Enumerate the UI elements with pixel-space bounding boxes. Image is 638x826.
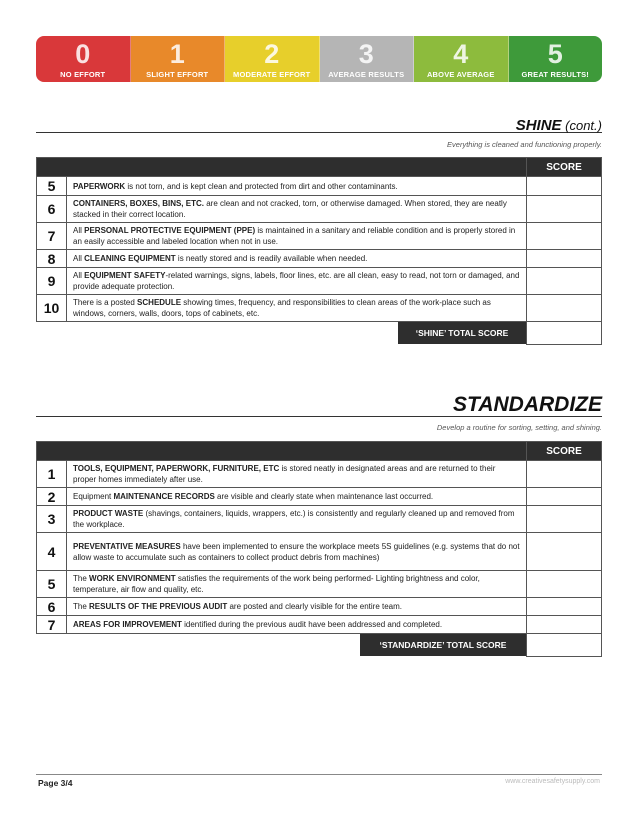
item-text: identified during the previous audit have been addressed and completed. bbox=[181, 620, 443, 629]
shine-total-row bbox=[37, 322, 602, 345]
table-row bbox=[37, 250, 602, 268]
item-keyword: MAINTENANCE RECORDS bbox=[113, 492, 215, 501]
item-keyword: TOOLS, EQUIPMENT, PAPERWORK, FURNITURE, ETC bbox=[73, 464, 280, 473]
item-description bbox=[67, 571, 527, 598]
item-keyword: CLEANING EQUIPMENT bbox=[84, 254, 176, 263]
item-description bbox=[67, 616, 527, 634]
item-text: is stored neatly in designated areas and are returned to their proper homes immediately after use. bbox=[73, 464, 496, 484]
footer-rule bbox=[36, 774, 602, 775]
shine-total-score-box[interactable] bbox=[527, 322, 602, 345]
item-text: is not torn, and is kept clean and protected from dirt and other contaminants. bbox=[125, 181, 398, 191]
table-row bbox=[37, 598, 602, 616]
item-text: is maintained in a sanitary and reliable condition and is properly stored in an easily accessible and labeled location when not in use. bbox=[73, 226, 516, 246]
score-input-cell[interactable] bbox=[527, 177, 602, 196]
rating-number: 2 bbox=[264, 38, 280, 69]
item-description bbox=[67, 488, 527, 506]
score-input-cell[interactable] bbox=[527, 533, 602, 571]
table-row bbox=[37, 177, 602, 196]
rating-number: 0 bbox=[75, 38, 91, 69]
rating-scale-2 bbox=[225, 36, 320, 82]
item-keyword: CONTAINERS, BOXES, BINS, ETC. bbox=[73, 199, 204, 208]
item-number: 9 bbox=[37, 268, 67, 295]
rating-label: AVERAGE RESULTS bbox=[328, 69, 405, 79]
score-input-cell[interactable] bbox=[527, 461, 602, 488]
score-input-cell[interactable] bbox=[527, 571, 602, 598]
item-keyword: EQUIPMENT SAFETY bbox=[84, 271, 166, 280]
item-number: 5 bbox=[37, 177, 67, 196]
shine-table bbox=[36, 157, 602, 345]
table-row bbox=[37, 571, 602, 598]
standardize-total-label: ‘STANDARDIZE’ TOTAL SCORE bbox=[360, 634, 526, 656]
rating-number: 5 bbox=[547, 38, 563, 69]
rating-label: ABOVE AVERAGE bbox=[426, 69, 495, 79]
rating-scale-0 bbox=[36, 36, 131, 82]
rating-number: 1 bbox=[169, 38, 185, 69]
item-text: (shavings, containers, liquids, wrappers, etc.) is consistently and regularly cleaned up and removed from the workplace. bbox=[73, 509, 515, 529]
score-header: SCORE bbox=[527, 442, 602, 461]
table-row bbox=[37, 506, 602, 533]
item-number: 1 bbox=[37, 461, 67, 488]
table-row bbox=[37, 616, 602, 634]
standardize-subtitle: Develop a routine for sorting, setting, and shining. bbox=[436, 423, 602, 432]
rating-scale-1 bbox=[131, 36, 226, 82]
rating-label: NO EFFORT bbox=[60, 69, 106, 79]
rating-number: 3 bbox=[358, 38, 374, 69]
score-input-cell[interactable] bbox=[527, 488, 602, 506]
item-description bbox=[67, 250, 527, 268]
item-number: 2 bbox=[37, 488, 67, 506]
score-input-cell[interactable] bbox=[527, 196, 602, 223]
item-number: 6 bbox=[37, 196, 67, 223]
item-keyword: AREAS FOR IMPROVEMENT bbox=[73, 620, 182, 629]
item-text: Equipment bbox=[73, 492, 114, 501]
item-text: -related warnings, signs, labels, floor lines, etc. are all clean, easy to read, not torn or damaged, and provide adequate protection. bbox=[73, 271, 520, 291]
table-row bbox=[37, 196, 602, 223]
item-number: 10 bbox=[37, 295, 67, 322]
item-number: 3 bbox=[37, 506, 67, 533]
table-row bbox=[37, 295, 602, 322]
item-keyword: WORK ENVIRONMENT bbox=[89, 574, 176, 583]
rating-label: SLIGHT EFFORT bbox=[146, 69, 209, 79]
table-row bbox=[37, 488, 602, 506]
item-text: showing times, frequency, and responsibilities to clean areas of the work-place such as windows, corners, walls, doors, tops of cabinets, etc. bbox=[73, 298, 491, 318]
standardize-total-score-box[interactable] bbox=[527, 634, 602, 657]
item-keyword: PREVENTATIVE MEASURES bbox=[73, 541, 181, 551]
item-number: 8 bbox=[37, 250, 67, 268]
rating-scale bbox=[36, 36, 602, 82]
item-number: 6 bbox=[37, 598, 67, 616]
standardize-total-row bbox=[37, 634, 602, 657]
table-row bbox=[37, 223, 602, 250]
item-text: have been implemented to ensure the workplace meets 5S guidelines (e.g. systems that do not allow waste to accumulate such as containers to collect product debris from machines) bbox=[73, 541, 520, 562]
score-input-cell[interactable] bbox=[527, 268, 602, 295]
item-number: 4 bbox=[37, 533, 67, 571]
item-text: is neatly stored and is readily available when needed. bbox=[175, 254, 368, 263]
table-row bbox=[37, 461, 602, 488]
shine-title: SHINE (cont.) bbox=[515, 117, 602, 134]
item-text: are clean and not cracked, torn, or otherwise damaged. When stored, they are neatly stacked in their correct location. bbox=[73, 199, 507, 219]
item-keyword: SCHEDULE bbox=[137, 298, 182, 307]
item-description bbox=[67, 598, 527, 616]
score-input-cell[interactable] bbox=[527, 223, 602, 250]
item-description bbox=[67, 461, 527, 488]
rating-label: MODERATE EFFORT bbox=[233, 69, 311, 79]
item-keyword: PRODUCT WASTE bbox=[73, 509, 144, 518]
item-text: There is a posted bbox=[73, 298, 138, 307]
item-description bbox=[67, 223, 527, 250]
item-number: 7 bbox=[37, 616, 67, 634]
item-description bbox=[67, 533, 527, 571]
rating-label: GREAT RESULTS! bbox=[521, 69, 590, 79]
score-header: SCORE bbox=[527, 158, 602, 177]
item-text: are posted and clearly visible for the entire team. bbox=[227, 602, 403, 611]
item-text: are visible and clearly state when maintenance last occurred. bbox=[214, 492, 434, 501]
score-input-cell[interactable] bbox=[527, 616, 602, 634]
item-number: 7 bbox=[37, 223, 67, 250]
item-text: All bbox=[73, 254, 85, 263]
item-description bbox=[67, 295, 527, 322]
rating-scale-5 bbox=[509, 36, 603, 82]
page-number: Page 3/4 bbox=[38, 778, 73, 788]
item-text: satisfies the requirements of the work being performed- Lighting brightness and color, temperature, air flow and quality, etc. bbox=[73, 574, 480, 594]
score-input-cell[interactable] bbox=[527, 295, 602, 322]
item-keyword: RESULTS OF THE PREVIOUS AUDIT bbox=[89, 602, 228, 611]
rating-scale-4 bbox=[414, 36, 509, 82]
item-description bbox=[67, 196, 527, 223]
item-text: All bbox=[73, 271, 85, 280]
table-row bbox=[37, 533, 602, 571]
item-number: 5 bbox=[37, 571, 67, 598]
table-row bbox=[37, 268, 602, 295]
rating-number: 4 bbox=[453, 38, 469, 69]
shine-subtitle: Everything is cleaned and functioning properly. bbox=[447, 140, 602, 149]
score-input-cell[interactable] bbox=[527, 598, 602, 616]
website: www.creativesafetysupply.com bbox=[505, 778, 600, 785]
item-description bbox=[67, 177, 527, 196]
shine-table-header bbox=[37, 158, 602, 177]
standardize-table-header bbox=[37, 442, 602, 461]
item-text: All bbox=[73, 226, 85, 235]
rating-scale-3 bbox=[320, 36, 415, 82]
standardize-table bbox=[36, 441, 602, 657]
standardize-title: STANDARDIZE bbox=[453, 393, 602, 416]
score-input-cell[interactable] bbox=[527, 250, 602, 268]
item-keyword: PERSONAL PROTECTIVE EQUIPMENT (PPE) bbox=[84, 226, 256, 235]
shine-total-label: ‘SHINE’ TOTAL SCORE bbox=[398, 322, 526, 344]
item-description bbox=[67, 268, 527, 295]
item-keyword: PAPERWORK bbox=[73, 181, 126, 191]
item-text: The bbox=[73, 574, 90, 583]
score-input-cell[interactable] bbox=[527, 506, 602, 533]
item-text: The bbox=[73, 602, 90, 611]
item-description bbox=[67, 506, 527, 533]
